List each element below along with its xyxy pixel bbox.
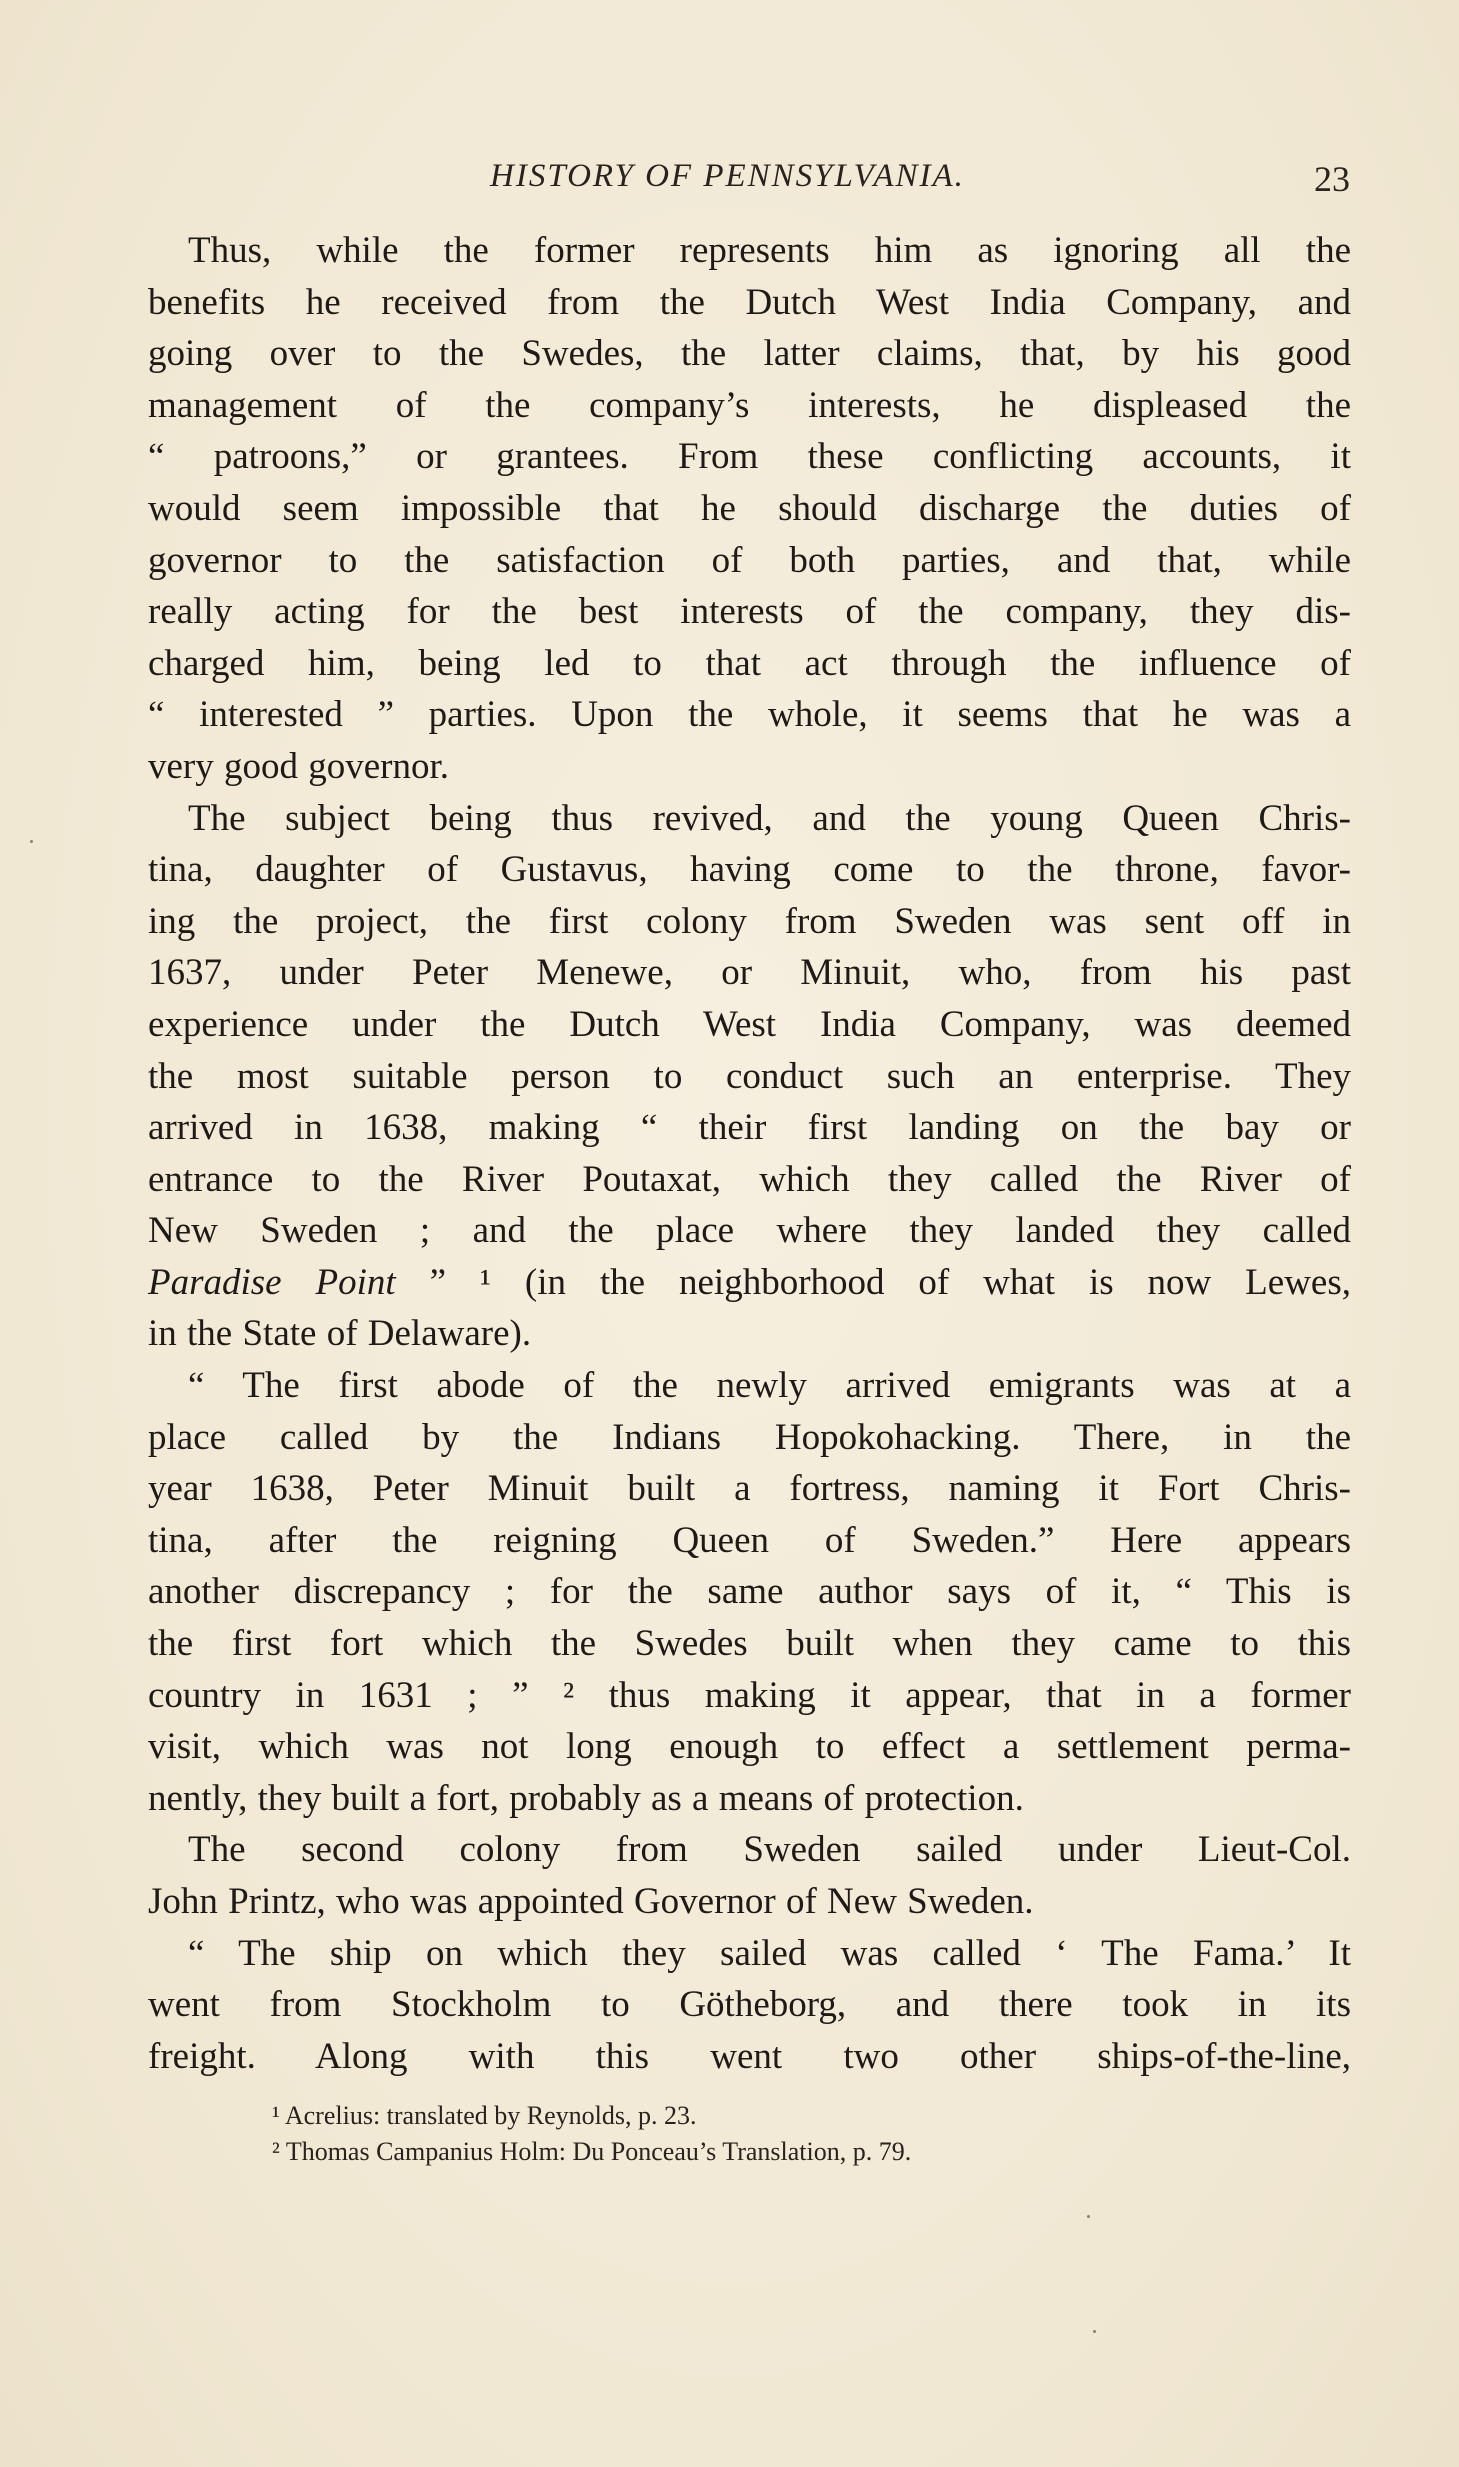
page-header <box>190 158 1350 208</box>
text-line: the first fort which the Swedes built when they came to this <box>148 1623 1351 1665</box>
text-line: the most suitable person to conduct such an enterprise. They <box>148 1055 1351 1097</box>
footnote: ¹ Acrelius: translated by Reynolds, p. 23. <box>272 2101 697 2130</box>
paper-speck <box>30 840 33 843</box>
text-line: “ interested ” parties. Upon the whole, it seems that he was a <box>148 694 1351 736</box>
paper-speck <box>1087 2215 1090 2218</box>
running-head: HISTORY OF PENNSYLVANIA. <box>490 158 965 194</box>
text-line: benefits he received from the Dutch West India Company, and <box>148 281 1351 323</box>
text-line: ing the project, the first colony from Sweden was sent off in <box>148 900 1351 942</box>
text-line: would seem impossible that he should discharge the duties of <box>148 487 1351 529</box>
text-line: visit, which was not long enough to effect a settlement perma- <box>148 1726 1351 1768</box>
text-line: tina, after the reigning Queen of Sweden.” Here appears <box>148 1519 1351 1561</box>
text-line: The second colony from Sweden sailed under Lieut-Col. <box>188 1829 1351 1871</box>
text-line: Thus, while the former represents him as ignoring all the <box>188 230 1351 271</box>
text-line: governor to the satisfaction of both parties, and that, while <box>148 539 1351 581</box>
footnotes <box>272 2098 1272 2170</box>
text-line: entrance to the River Poutaxat, which they called the River of <box>148 1158 1351 1200</box>
text-line: going over to the Swedes, the latter claims, that, by his good <box>148 333 1351 375</box>
text-line: another discrepancy ; for the same author says of it, “ This is <box>148 1571 1351 1613</box>
text-line: nently, they built a fort, probably as a means of protection. <box>148 1777 1024 1819</box>
text-line: charged him, being led to that act through the influence of <box>148 642 1351 684</box>
text-line: went from Stockholm to Götheborg, and there took in its <box>148 1984 1351 2026</box>
text-line: 1637, under Peter Menewe, or Minuit, who, from his past <box>148 952 1351 994</box>
paper-speck <box>1093 2330 1096 2333</box>
text-line: “ The first abode of the newly arrived emigrants was at a <box>188 1365 1351 1407</box>
page-number: 23 <box>1314 159 1350 199</box>
text-line: very good governor. <box>148 745 450 787</box>
text-line: The subject being thus revived, and the young Queen Chris- <box>188 797 1351 839</box>
footnote: ² Thomas Campanius Holm: Du Ponceau’s Translation, p. 79. <box>272 2137 912 2166</box>
text-line: country in 1631 ; ” ² thus making it appear, that in a former <box>148 1674 1351 1716</box>
text-line: management of the company’s interests, he displeased the <box>148 384 1351 426</box>
text-line: freight. Along with this went two other ships-of-the-line, <box>148 2035 1351 2077</box>
text-line: John Printz, who was appointed Governor of New Sweden. <box>148 1881 1034 1922</box>
text-line: experience under the Dutch West India Company, was deemed <box>148 1003 1351 1045</box>
text-line: in the State of Delaware). <box>148 1313 532 1355</box>
text-line: tina, daughter of Gustavus, having come to the throne, favor- <box>148 849 1351 891</box>
body-text <box>148 225 1351 2082</box>
text-line: arrived in 1638, making “ their first landing on the bay or <box>148 1107 1351 1149</box>
text-line: place called by the Indians Hopokohacking. There, in the <box>148 1416 1351 1458</box>
text-line: Paradise Point ” ¹ (in the neighborhood of what is now Lewes, <box>148 1261 1351 1303</box>
text-line: “ patroons,” or grantees. From these conflicting accounts, it <box>148 436 1351 478</box>
text-line: “ The ship on which they sailed was called ‘ The Fama.’ It <box>188 1932 1351 1974</box>
text-line: year 1638, Peter Minuit built a fortress, naming it Fort Chris- <box>148 1468 1351 1510</box>
text-line: New Sweden ; and the place where they landed they called <box>148 1210 1351 1252</box>
text-line: really acting for the best interests of the company, they dis- <box>148 591 1351 633</box>
